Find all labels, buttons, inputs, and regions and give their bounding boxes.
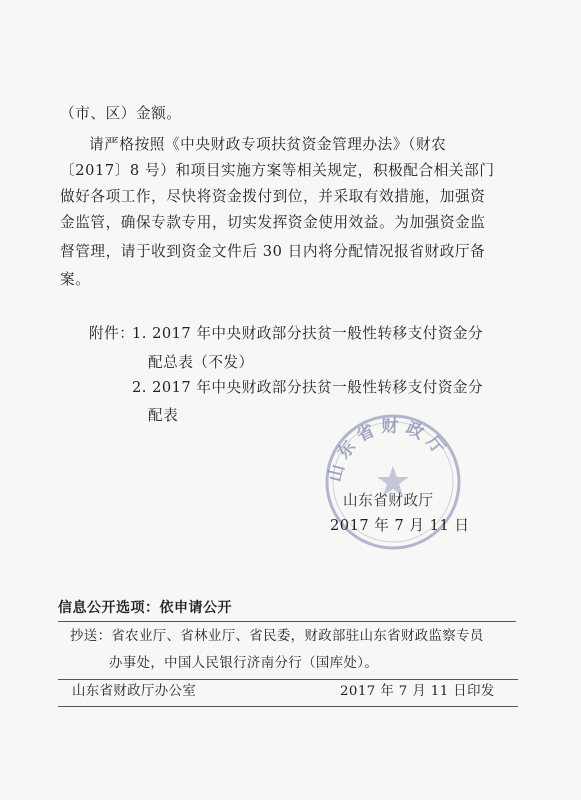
svg-text:山东省财政厅: [325, 416, 452, 484]
footer-divider-middle: [58, 679, 518, 680]
disclosure-label: 信息公开选项：依申请公开: [58, 600, 232, 616]
cc-line-2: 办事处，中国人民银行济南分行（国库处）。: [109, 656, 379, 671]
attachment-2-line1: 2. 2017 年中央财政部分扶贫一般性转移支付资金分: [132, 379, 484, 396]
body-line-7: 案。: [60, 271, 91, 288]
body-line-4: 做好各项工作，尽快将资金拨付到位，并采取有效措施，加强资: [60, 188, 486, 205]
footer-office: 山东省财政厅办公室: [72, 684, 197, 699]
attachment-2-line2: 配表: [148, 407, 179, 424]
seal-arc-text: 山东省财政厅: [325, 416, 453, 484]
body-line-6: 督管理，请于收到资金文件后 30 日内将分配情况报省财政厅备: [60, 243, 486, 260]
body-line-5: 金监管，确保专款专用，切实发挥资金使用效益。为加强资金监: [60, 214, 486, 231]
signature-issuer: 山东省财政厅: [343, 492, 434, 509]
signature-date: 2017 年 7 月 11 日: [330, 517, 470, 534]
attachment-1-line2: 配总表（不发）: [148, 354, 254, 371]
cc-line-1: 抄送：省农业厅、省林业厅、省民委，财政部驻山东省财政监察专员: [70, 629, 484, 644]
footer-print-date: 2017 年 7 月 11 日印发: [340, 684, 495, 699]
footer-divider-bottom: [58, 706, 518, 707]
attachment-1-line1: 1. 2017 年中央财政部分扶贫一般性转移支付资金分: [132, 325, 484, 342]
body-line-1: （市、区）金额。: [60, 105, 182, 122]
body-line-3: 〔2017〕8 号）和项目实施方案等相关规定，积极配合相关部门: [60, 162, 495, 179]
body-line-2: 请严格按照《中央财政专项扶贫资金管理办法》（财农: [89, 136, 447, 153]
attachments-label: 附件：: [89, 325, 135, 342]
footer-divider-top: [58, 621, 516, 622]
